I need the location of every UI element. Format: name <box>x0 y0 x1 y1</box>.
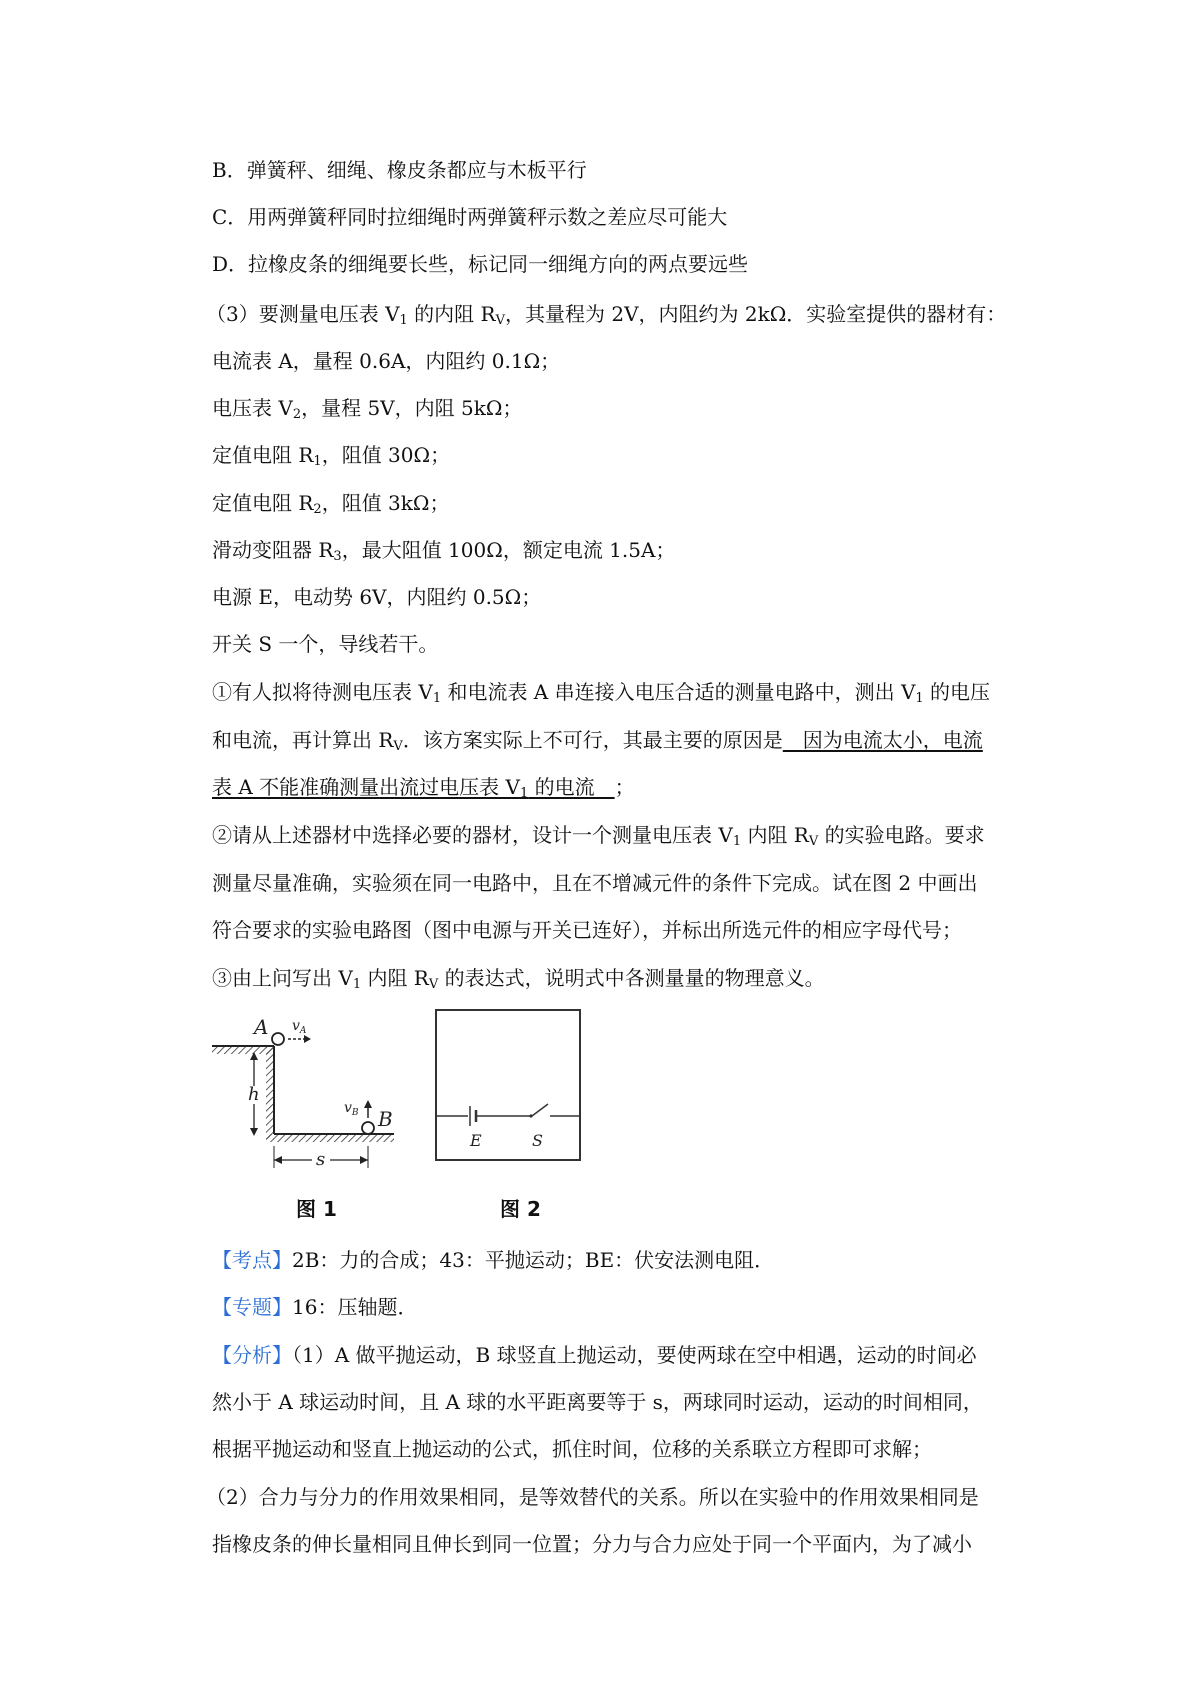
fenxi-line1: 【分析】（1）A 做平抛运动，B 球竖直上抛运动，要使两球在空中相遇，运动的时间必 <box>212 1343 977 1367</box>
label-h: h <box>248 1084 260 1105</box>
option-c: C．用两弹簧秤同时拉细绳时两弹簧秤示数之差应尽可能大 <box>212 205 728 229</box>
figure-1-caption: 图 1 <box>296 1197 337 1221</box>
fenxi-tag: 【分析】 <box>212 1343 292 1367</box>
circuit-frame <box>436 1010 580 1160</box>
ball-a <box>272 1033 284 1045</box>
label-s: s <box>316 1149 326 1170</box>
wall-hatch <box>266 1046 274 1139</box>
figure-2-diagram <box>432 1006 584 1166</box>
option-b: B．弹簧秤、细绳、橡皮条都应与木板平行 <box>212 158 587 182</box>
fenxi-line5: 指橡皮条的伸长量相同且伸长到同一位置；分力与合力应处于同一个平面内，为了减小 <box>212 1532 972 1556</box>
equipment-source: 电源 E，电动势 6V，内阻约 0.5Ω； <box>212 585 542 609</box>
answer-text: 因为电流太小，电流 <box>782 728 983 752</box>
option-d: D．拉橡皮条的细绳要长些，标记同一细绳方向的两点要远些 <box>212 252 749 276</box>
part3-line: ③由上问写出 $V_1$ 内阻 $R_V$ 的表达式，说明式中各测量量的物理意义。 <box>212 966 825 992</box>
label-e: E <box>470 1131 482 1150</box>
ground-hatch <box>266 1134 394 1142</box>
equipment-switch: 开关 S 一个，导线若干。 <box>212 632 439 656</box>
part2-line3: 符合要求的实验电路图（图中电源与开关已连好），并标出所选元件的相应字母代号； <box>212 918 962 942</box>
equipment-resistor-r2: 定值电阻 $R_2$，阻值 3kΩ； <box>212 491 450 517</box>
label-b: B <box>378 1107 393 1131</box>
equipment-ammeter: 电流表 A，量程 0.6A，内阻约 0.1Ω； <box>212 349 561 373</box>
equipment-rheostat-r3: 滑动变阻器 $R_3$，最大阻值 100Ω，额定电流 1.5A； <box>212 538 676 564</box>
label-a: A <box>254 1015 269 1039</box>
kaodian-line: 【考点】2B：力的合成；43：平抛运动；BE：伏安法测电阻． <box>212 1248 775 1272</box>
equipment-resistor-r1: 定值电阻 $R_1$，阻值 30Ω； <box>212 443 451 469</box>
label-switch-s: S <box>532 1131 543 1150</box>
part1-line3: 表 A 不能准确测量出流过电压表 $V_1$ 的电流 ； <box>212 775 635 801</box>
fenxi-line3: 根据平抛运动和竖直上抛运动的公式，抓住时间，位移的关系联立方程即可求解； <box>212 1437 932 1461</box>
equipment-voltmeter-v2: 电压表 $V_2$，量程 5V，内阻 5kΩ； <box>212 396 523 422</box>
kaodian-tag: 【考点】 <box>212 1248 292 1272</box>
figure-1-diagram <box>208 1006 400 1172</box>
fenxi-line4: （2）合力与分力的作用效果相同，是等效替代的关系。所以在实验中的作用效果相同是 <box>206 1485 979 1509</box>
figure-2-caption: 图 2 <box>500 1197 541 1221</box>
part2-line1: ②请从上述器材中选择必要的器材，设计一个测量电压表 $V_1$ 内阻 $R_V$ 的实验电路。要求 <box>212 823 985 849</box>
answer-text-cont: 表 A 不能准确测量出流过电压表 $V_1$ 的电流 <box>212 775 615 801</box>
label-va: $v_A$ <box>292 1018 307 1036</box>
zhuanti-line: 【专题】16：压轴题． <box>212 1295 418 1319</box>
ledge-hatch <box>212 1046 274 1054</box>
ball-b <box>362 1122 374 1134</box>
part1-line1: ①有人拟将待测电压表 $V_1$ 和电流表 A 串连接入电压合适的测量电路中，测出 $V_1$ 的电压 <box>212 680 991 706</box>
part1-line2: 和电流，再计算出 $R_V$．该方案实际上不可行，其最主要的原因是 因为电流太小，电流 <box>212 728 983 754</box>
q3-intro: （3）要测量电压表 $V_1$ 的内阻 $R_V$，其量程为 2V，内阻约为 2kΩ．实验室提供的器材有： <box>206 302 1007 328</box>
zhuanti-tag: 【专题】 <box>212 1295 292 1319</box>
label-vb: $v_B$ <box>344 1100 359 1118</box>
fenxi-line2: 然小于 A 球运动时间，且 A 球的水平距离要等于 s，两球同时运动，运动的时间相同， <box>212 1390 983 1414</box>
part2-line2: 测量尽量准确，实验须在同一电路中，且在不增减元件的条件下完成。试在图 2 中画出 <box>212 871 978 895</box>
